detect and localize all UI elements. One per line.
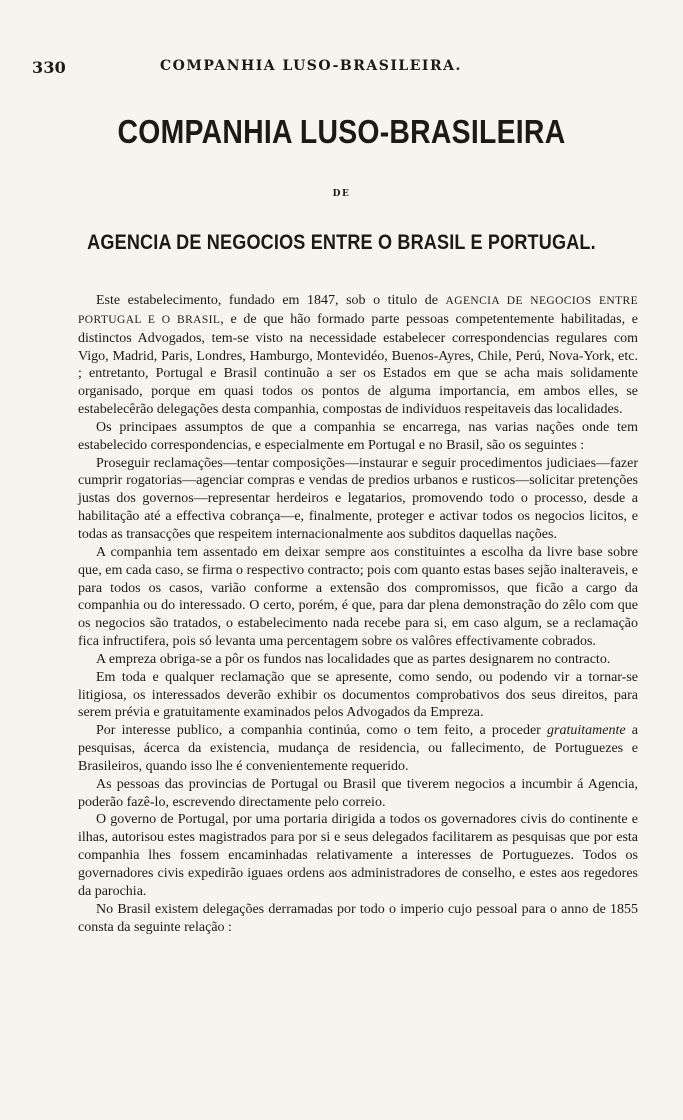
article-body <box>78 292 638 936</box>
paragraph-7-italic: gratuitamente <box>547 723 626 739</box>
title-connector: DE <box>332 189 351 199</box>
paragraph-10: No Brasil existem delegações derramadas por todo o imperio cujo pessoal para o anno de 1855 consta da seguinte relação : <box>78 901 638 935</box>
paragraph-1 <box>78 292 638 419</box>
paragraph-7-start: Por interesse publico, a companhia continúa, como o tem feito, a proceder <box>96 723 548 739</box>
paragraph-9: O governo de Portugal, por uma portaria dirigida a todos os governadores civis do continente e ilhas, autorisou estes magistrados para por si e seus delegados facilitarem as pesquisas que por esta companhia lhes fossem encaminhadas relativamente a interesses de Portuguezes. Todos os governadores civis expedirão iguaes ordens aos administradores de conselho, e estes aos regedores da parochia. <box>78 812 638 899</box>
subtitle: AGENCIA DE NEGOCIOS ENTRE O BRASIL E PORTUGAL. <box>87 231 596 254</box>
paragraph-7-rest: a pesquisas, ácerca da existencia, mudança de residencia, ou fallecimento, de Portuguezes e Brasileiros, quando isso lhe é convenientemente requerido. <box>78 723 638 774</box>
paragraph-1-rest: , e de que hão formado parte pessoas competentemente habilitadas, e distinctos Advogados, tem-se visto na necessidade estabelecer correspondencias regulares com Vigo, Madrid, Paris, Londres, Hamburgo, Montevidéo, Buenos-Ayres, Chile, Perú, Nova-York, etc. ; entretanto, Portugal e Brasil continuão a ser os Estados em que se acha mais solidamente organisado, porque em quasi todos os pontos de alguma importancia, em ambos elles, se estabelecêrão delegações desta companhia, compostas de individuos respeitaveis das localidades. <box>78 311 638 418</box>
paragraph-3: Proseguir reclamações—tentar composições—instaurar e seguir procedimentos judiciaes—fazer cumprir rogatorias—agenciar compras e vendas de predios urbanos e rusticos—solicitar pretenções justas dos governos—representar herdeiros e legatarios, promovendo todo o processo, desde a habilitação até a effectiva cobrança—e, finalmente, proteger e activar todos os negocios licitos, e todas as transacções que respeitem internacionalmente aos subditos daquellas nações. <box>78 455 638 542</box>
paragraph-8: As pessoas das provincias de Portugal ou Brasil que tiverem negocios a incumbir á Agencia, poderão fazê-lo, escrevendo directamente pelo correio. <box>78 776 638 810</box>
paragraph-2: Os principaes assumptos de que a companhia se encarrega, nas varias nações onde tem estabelecido correspondencias, e especialmente em Portugal e no Brasil, são os seguintes : <box>78 419 638 453</box>
agency-name: AGENCIA DE NEGOCIOS ENTRE PORTUGAL E O BRASIL <box>78 295 638 326</box>
paragraph-6: Em toda e qualquer reclamação que se apresente, como sendo, ou podendo vir a tornar-se litigiosa, os interessados deverão exhibir os documentos comprobativos dos seus direitos, para serem prévia e gratuitamente examinados pelos Advogados da Empreza. <box>78 669 638 721</box>
running-title: COMPANHIA LUSO-BRASILEIRA. <box>160 58 462 74</box>
paragraph-4: A companhia tem assentado em deixar sempre aos constituintes a escolha da livre base sobre que, em cada caso, se firma o respectivo contracto; pois com quanto estas bases sejão inalteraveis, e para todos os casos, varião conforme a extensão dos compromissos, que ficão a cargo da companhia ou do interessado. O certo, porém, é que, para dar plena demonstração do zêlo com que os negocios são tratados, o estabelecimento nada recebe para si, em caso algum, se a reclamação fica infructifera, pois só levanta uma percentagem sobre os valôres effectivamente cobrados. <box>78 544 638 650</box>
running-head <box>32 58 632 82</box>
main-title: COMPANHIA LUSO-BRASILEIRA <box>117 113 566 150</box>
page-number: 330 <box>32 58 66 77</box>
paragraph-5: A empreza obriga-se a pôr os fundos nas localidades que as partes designarem no contracto. <box>96 651 611 667</box>
paragraph-7 <box>78 722 638 776</box>
paragraph-1-start: Este estabelecimento, fundado em 1847, sob o titulo de <box>96 293 446 308</box>
